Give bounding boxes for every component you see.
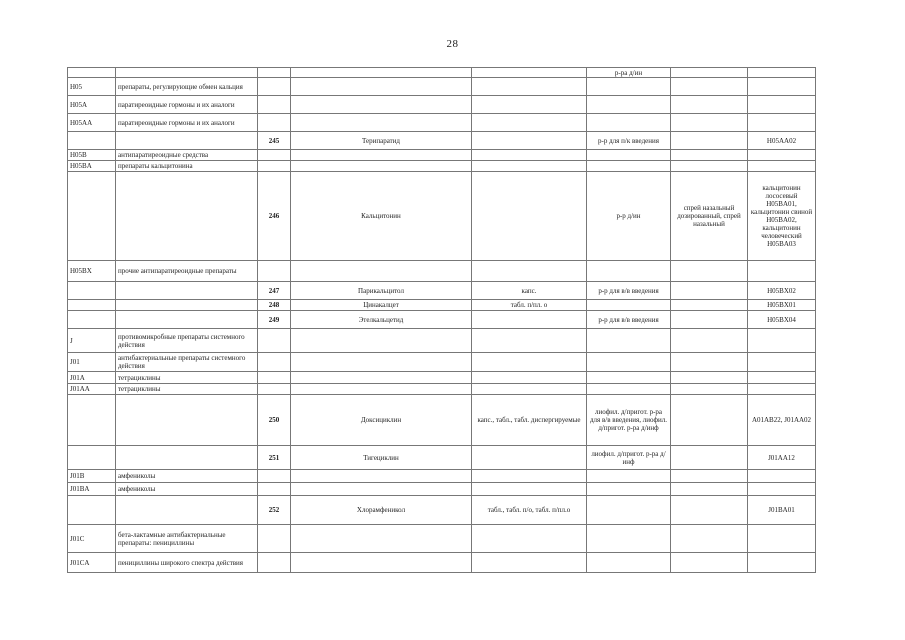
cell-atc xyxy=(748,114,816,132)
cell-num xyxy=(258,353,291,372)
cell-code: J xyxy=(68,329,116,353)
cell-route xyxy=(587,96,671,114)
cell-form xyxy=(472,372,587,384)
cell-num: 249 xyxy=(258,311,291,329)
cell-name xyxy=(291,483,472,496)
cell-group: антипаратиреоидные средства xyxy=(116,150,258,161)
cell-num xyxy=(258,96,291,114)
cell-code: H05AA xyxy=(68,114,116,132)
table-row xyxy=(68,372,816,384)
cell-name xyxy=(291,372,472,384)
cell-group xyxy=(116,300,258,311)
cell-num xyxy=(258,329,291,353)
cell-num xyxy=(258,161,291,172)
cell-alt: спрей назальный дозированный, спрей назальный xyxy=(671,172,748,261)
table-row xyxy=(68,329,816,353)
cell-group: паратиреоидные гормоны и их аналоги xyxy=(116,96,258,114)
table-row xyxy=(68,68,816,78)
cell-group: прочие антипаратиреоидные препараты xyxy=(116,261,258,282)
cell-alt xyxy=(671,496,748,525)
table-row xyxy=(68,96,816,114)
cell-code: J01BA xyxy=(68,483,116,496)
cell-alt xyxy=(671,353,748,372)
cell-route xyxy=(587,384,671,395)
cell-route xyxy=(587,78,671,96)
cell-name: Терипаратид xyxy=(291,132,472,150)
cell-route xyxy=(587,470,671,483)
cell-alt xyxy=(671,78,748,96)
cell-alt xyxy=(671,150,748,161)
cell-alt xyxy=(671,282,748,300)
cell-alt xyxy=(671,483,748,496)
cell-alt xyxy=(671,68,748,78)
cell-name xyxy=(291,96,472,114)
cell-form xyxy=(472,311,587,329)
cell-group: паратиреоидные гормоны и их аналоги xyxy=(116,114,258,132)
cell-atc xyxy=(748,161,816,172)
cell-route xyxy=(587,483,671,496)
cell-group: амфениколы xyxy=(116,483,258,496)
cell-num xyxy=(258,553,291,573)
cell-code xyxy=(68,172,116,261)
table-row xyxy=(68,300,816,311)
cell-group: препараты, регулирующие обмен кальция xyxy=(116,78,258,96)
cell-alt xyxy=(671,161,748,172)
table-row xyxy=(68,553,816,573)
table-row xyxy=(68,282,816,300)
cell-num xyxy=(258,261,291,282)
cell-group xyxy=(116,446,258,470)
cell-name xyxy=(291,553,472,573)
cell-num xyxy=(258,78,291,96)
cell-group: антибактериальные препараты системного действия xyxy=(116,353,258,372)
cell-group xyxy=(116,496,258,525)
cell-form: капс., табл., табл. диспергируемые xyxy=(472,395,587,446)
table-row xyxy=(68,496,816,525)
cell-name: Кальцитонин xyxy=(291,172,472,261)
table-row xyxy=(68,353,816,372)
cell-group: пенициллины широкого спектра действия xyxy=(116,553,258,573)
table-row xyxy=(68,470,816,483)
cell-route xyxy=(587,161,671,172)
cell-name: Этелкальцетид xyxy=(291,311,472,329)
cell-group xyxy=(116,311,258,329)
cell-num: 246 xyxy=(258,172,291,261)
cell-atc xyxy=(748,78,816,96)
cell-atc: кальцитонин лососевый H05BA01, кальцитонин свиной H05BA02, кальцитонин человеческий H05BA03 xyxy=(748,172,816,261)
cell-name xyxy=(291,261,472,282)
cell-atc xyxy=(748,353,816,372)
cell-name xyxy=(291,525,472,553)
cell-route: р-ра д/ин xyxy=(587,68,671,78)
cell-atc: H05BX04 xyxy=(748,311,816,329)
cell-form xyxy=(472,446,587,470)
cell-num xyxy=(258,150,291,161)
cell-form xyxy=(472,470,587,483)
cell-num: 252 xyxy=(258,496,291,525)
cell-alt xyxy=(671,372,748,384)
cell-atc xyxy=(748,525,816,553)
cell-form xyxy=(472,132,587,150)
cell-form xyxy=(472,78,587,96)
cell-route: р-р для п/к введения xyxy=(587,132,671,150)
cell-code: H05BA xyxy=(68,161,116,172)
cell-route xyxy=(587,496,671,525)
cell-form xyxy=(472,261,587,282)
cell-atc xyxy=(748,553,816,573)
cell-form xyxy=(472,553,587,573)
cell-route xyxy=(587,261,671,282)
cell-route: р-р д/ин xyxy=(587,172,671,261)
cell-atc: H05BX02 xyxy=(748,282,816,300)
cell-group: препараты кальцитонина xyxy=(116,161,258,172)
cell-alt xyxy=(671,311,748,329)
cell-code xyxy=(68,282,116,300)
cell-name xyxy=(291,470,472,483)
cell-group xyxy=(116,395,258,446)
cell-route xyxy=(587,525,671,553)
cell-num xyxy=(258,372,291,384)
cell-num xyxy=(258,68,291,78)
cell-form xyxy=(472,68,587,78)
cell-form: капс. xyxy=(472,282,587,300)
table-row xyxy=(68,172,816,261)
cell-atc xyxy=(748,372,816,384)
cell-num: 250 xyxy=(258,395,291,446)
cell-name xyxy=(291,329,472,353)
cell-group xyxy=(116,282,258,300)
cell-num xyxy=(258,525,291,553)
cell-alt xyxy=(671,114,748,132)
cell-name: Парикальцитол xyxy=(291,282,472,300)
table-row xyxy=(68,395,816,446)
cell-num xyxy=(258,470,291,483)
cell-form xyxy=(472,353,587,372)
cell-name: Цинакалцет xyxy=(291,300,472,311)
cell-atc: H05AA02 xyxy=(748,132,816,150)
cell-code xyxy=(68,132,116,150)
cell-alt xyxy=(671,553,748,573)
cell-atc xyxy=(748,483,816,496)
cell-alt xyxy=(671,384,748,395)
cell-route: лиофил. д/пригот. р-ра д/инф xyxy=(587,446,671,470)
cell-code xyxy=(68,300,116,311)
table-row xyxy=(68,150,816,161)
cell-form xyxy=(472,150,587,161)
cell-route xyxy=(587,150,671,161)
cell-name xyxy=(291,68,472,78)
cell-name: Тигециклин xyxy=(291,446,472,470)
cell-alt xyxy=(671,300,748,311)
cell-form: табл., табл. п/о, табл. п/пл.о xyxy=(472,496,587,525)
cell-num: 245 xyxy=(258,132,291,150)
cell-code xyxy=(68,311,116,329)
cell-group: тетрациклины xyxy=(116,372,258,384)
cell-group xyxy=(116,68,258,78)
cell-form: табл. п/пл. о xyxy=(472,300,587,311)
cell-route xyxy=(587,300,671,311)
cell-route: р-р для в/в введения xyxy=(587,282,671,300)
cell-code: J01 xyxy=(68,353,116,372)
cell-name xyxy=(291,150,472,161)
cell-atc xyxy=(748,329,816,353)
cell-form xyxy=(472,172,587,261)
cell-route: лиофил. д/пригот. р-ра для в/в введения, лиофил. д/пригот. р-ра д/инф xyxy=(587,395,671,446)
cell-name: Доксициклин xyxy=(291,395,472,446)
cell-name xyxy=(291,114,472,132)
cell-alt xyxy=(671,525,748,553)
drug-table xyxy=(67,67,816,573)
cell-num xyxy=(258,384,291,395)
cell-name xyxy=(291,384,472,395)
table-row xyxy=(68,311,816,329)
table-row xyxy=(68,384,816,395)
table-row xyxy=(68,114,816,132)
cell-name xyxy=(291,353,472,372)
table-row xyxy=(68,483,816,496)
cell-atc xyxy=(748,470,816,483)
cell-alt xyxy=(671,96,748,114)
cell-form xyxy=(472,161,587,172)
table-row xyxy=(68,78,816,96)
cell-form xyxy=(472,384,587,395)
cell-form xyxy=(472,483,587,496)
cell-route xyxy=(587,329,671,353)
cell-atc: A01AB22, J01AA02 xyxy=(748,395,816,446)
cell-code: J01B xyxy=(68,470,116,483)
cell-alt xyxy=(671,261,748,282)
cell-name xyxy=(291,161,472,172)
cell-group xyxy=(116,172,258,261)
cell-form xyxy=(472,525,587,553)
cell-name xyxy=(291,78,472,96)
cell-route: р-р для в/в введения xyxy=(587,311,671,329)
cell-group: тетрациклины xyxy=(116,384,258,395)
cell-num: 251 xyxy=(258,446,291,470)
cell-num: 247 xyxy=(258,282,291,300)
cell-route xyxy=(587,353,671,372)
cell-num: 248 xyxy=(258,300,291,311)
cell-atc xyxy=(748,261,816,282)
cell-code xyxy=(68,496,116,525)
cell-form xyxy=(472,114,587,132)
cell-code: J01AA xyxy=(68,384,116,395)
cell-route xyxy=(587,553,671,573)
table-row xyxy=(68,525,816,553)
cell-group: противомикробные препараты системного действия xyxy=(116,329,258,353)
cell-atc xyxy=(748,150,816,161)
cell-group xyxy=(116,132,258,150)
table-row xyxy=(68,132,816,150)
cell-code xyxy=(68,446,116,470)
cell-form xyxy=(472,329,587,353)
cell-num xyxy=(258,114,291,132)
cell-code: J01C xyxy=(68,525,116,553)
cell-code xyxy=(68,68,116,78)
cell-code: H05A xyxy=(68,96,116,114)
cell-route xyxy=(587,114,671,132)
page-number: 28 xyxy=(446,38,459,50)
table-row xyxy=(68,261,816,282)
cell-alt xyxy=(671,132,748,150)
cell-code: H05BX xyxy=(68,261,116,282)
cell-name: Хлорамфеникол xyxy=(291,496,472,525)
cell-alt xyxy=(671,395,748,446)
cell-atc xyxy=(748,384,816,395)
cell-alt xyxy=(671,329,748,353)
cell-code: J01A xyxy=(68,372,116,384)
cell-num xyxy=(258,483,291,496)
table-row xyxy=(68,161,816,172)
cell-group: амфениколы xyxy=(116,470,258,483)
cell-route xyxy=(587,372,671,384)
cell-atc xyxy=(748,96,816,114)
cell-alt xyxy=(671,446,748,470)
cell-atc xyxy=(748,68,816,78)
cell-alt xyxy=(671,470,748,483)
cell-code: H05 xyxy=(68,78,116,96)
cell-form xyxy=(472,96,587,114)
table-row xyxy=(68,446,816,470)
cell-atc: J01BA01 xyxy=(748,496,816,525)
cell-code: J01CA xyxy=(68,553,116,573)
cell-atc: H05BX01 xyxy=(748,300,816,311)
cell-atc: J01AA12 xyxy=(748,446,816,470)
cell-code: H05B xyxy=(68,150,116,161)
cell-code xyxy=(68,395,116,446)
cell-group: бета-лактамные антибактериальные препараты: пенициллины xyxy=(116,525,258,553)
